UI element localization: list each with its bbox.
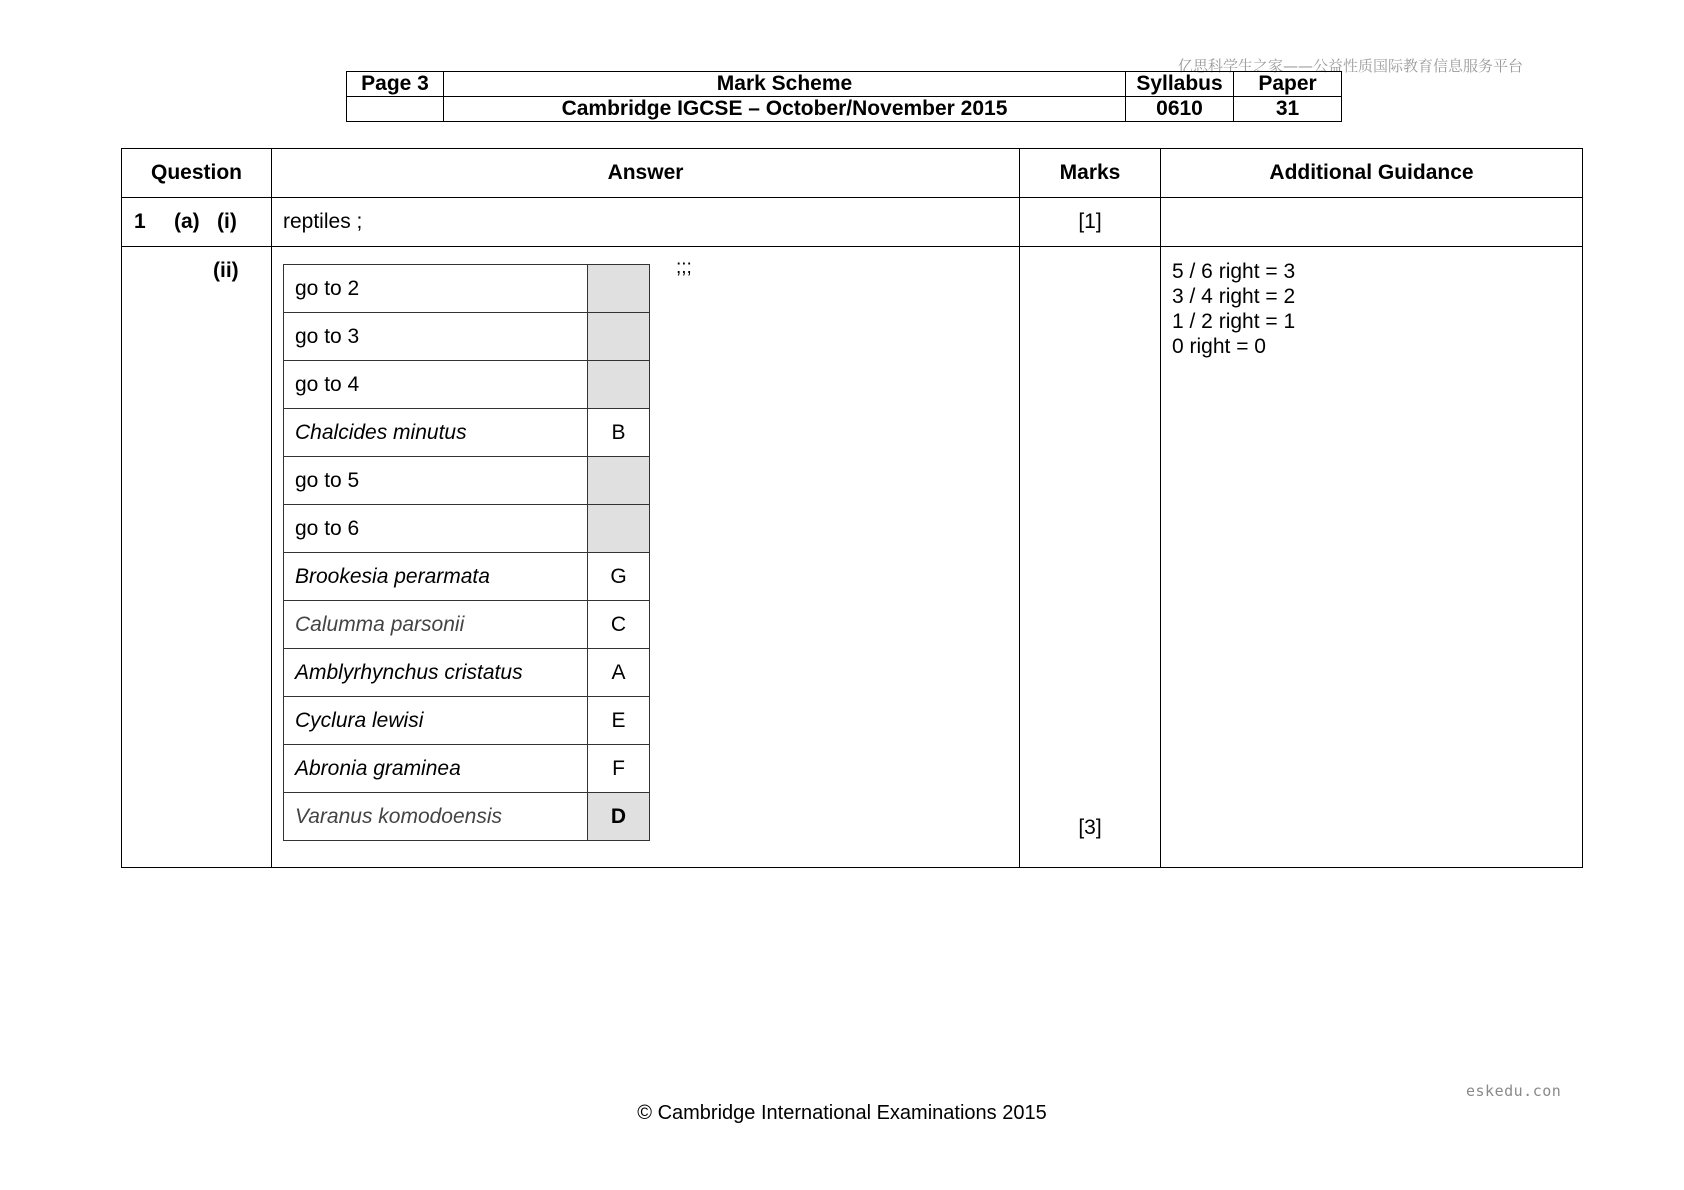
key-letter: A bbox=[588, 649, 650, 697]
syllabus-code: 0610 bbox=[1126, 97, 1234, 122]
key-row bbox=[284, 745, 650, 793]
question-part: (a) bbox=[174, 210, 200, 233]
key-entry: go to 2 bbox=[284, 265, 588, 313]
key-species: Brookesia perarmata bbox=[284, 553, 588, 601]
guidance-line: 5 / 6 right = 3 bbox=[1172, 260, 1296, 283]
syllabus-label: Syllabus bbox=[1126, 72, 1234, 97]
watermark-bottom: eskedu.con bbox=[1466, 1082, 1562, 1100]
paper-number: 31 bbox=[1234, 97, 1342, 122]
header-box bbox=[346, 71, 1342, 122]
column-header-question: Question bbox=[122, 149, 272, 198]
key-row bbox=[284, 553, 650, 601]
key-letter bbox=[588, 313, 650, 361]
question-cell bbox=[122, 198, 272, 247]
key-species: Amblyrhynchus cristatus bbox=[284, 649, 588, 697]
key-species: Cyclura lewisi bbox=[284, 697, 588, 745]
mark-semicolons: ;;; bbox=[676, 257, 692, 278]
guidance-line: 0 right = 0 bbox=[1172, 335, 1266, 358]
key-letter: G bbox=[588, 553, 650, 601]
column-header-marks: Marks bbox=[1020, 149, 1161, 198]
key-row bbox=[284, 505, 650, 553]
watermark-top: 亿思科学生之家——公益性质国际教育信息服务平台 bbox=[1178, 57, 1524, 75]
question-number: 1 bbox=[134, 210, 146, 233]
key-letter: C bbox=[588, 601, 650, 649]
guidance-list bbox=[1172, 259, 1295, 359]
key-row bbox=[284, 793, 650, 841]
column-header-guidance: Additional Guidance bbox=[1161, 149, 1583, 198]
question-subpart: (ii) bbox=[213, 259, 239, 282]
key-entry: go to 5 bbox=[284, 457, 588, 505]
guidance-line: 1 / 2 right = 1 bbox=[1172, 310, 1296, 333]
marks-cell: [1] bbox=[1020, 198, 1161, 247]
guidance-cell bbox=[1161, 247, 1583, 868]
key-row bbox=[284, 361, 650, 409]
mark-scheme-table bbox=[121, 148, 1583, 868]
key-letter bbox=[588, 505, 650, 553]
key-row bbox=[284, 265, 650, 313]
key-row bbox=[284, 649, 650, 697]
key-entry: go to 3 bbox=[284, 313, 588, 361]
question-cell bbox=[122, 247, 272, 868]
dichotomous-key-table bbox=[283, 264, 650, 841]
key-letter: B bbox=[588, 409, 650, 457]
key-row bbox=[284, 409, 650, 457]
guidance-cell bbox=[1161, 198, 1583, 247]
marks-cell bbox=[1020, 247, 1161, 868]
column-header-answer: Answer bbox=[272, 149, 1020, 198]
header-empty-cell bbox=[347, 97, 444, 122]
copyright-footer: © Cambridge International Examinations 2015 bbox=[637, 1102, 1047, 1124]
question-subpart: (i) bbox=[217, 210, 237, 233]
key-species: Chalcides minutus bbox=[284, 409, 588, 457]
document-title: Mark Scheme bbox=[444, 72, 1126, 97]
key-row bbox=[284, 457, 650, 505]
key-row bbox=[284, 601, 650, 649]
key-letter: F bbox=[588, 745, 650, 793]
key-entry: go to 4 bbox=[284, 361, 588, 409]
key-species: Calumma parsonii bbox=[284, 601, 588, 649]
table-row bbox=[122, 247, 1583, 868]
key-species: Abronia graminea bbox=[284, 745, 588, 793]
paper-label: Paper bbox=[1234, 72, 1342, 97]
key-species: Varanus komodoensis bbox=[284, 793, 588, 841]
answer-cell: reptiles ; bbox=[272, 198, 1020, 247]
key-letter: E bbox=[588, 697, 650, 745]
marks-value: [3] bbox=[1078, 816, 1102, 839]
guidance-line: 3 / 4 right = 2 bbox=[1172, 285, 1296, 308]
key-row bbox=[284, 697, 650, 745]
page-label: Page 3 bbox=[347, 72, 444, 97]
exam-title: Cambridge IGCSE – October/November 2015 bbox=[444, 97, 1126, 122]
table-row bbox=[122, 198, 1583, 247]
key-letter bbox=[588, 361, 650, 409]
key-letter bbox=[588, 265, 650, 313]
key-letter bbox=[588, 457, 650, 505]
answer-cell bbox=[272, 247, 1020, 868]
key-letter: D bbox=[588, 793, 650, 841]
key-row bbox=[284, 313, 650, 361]
key-entry: go to 6 bbox=[284, 505, 588, 553]
